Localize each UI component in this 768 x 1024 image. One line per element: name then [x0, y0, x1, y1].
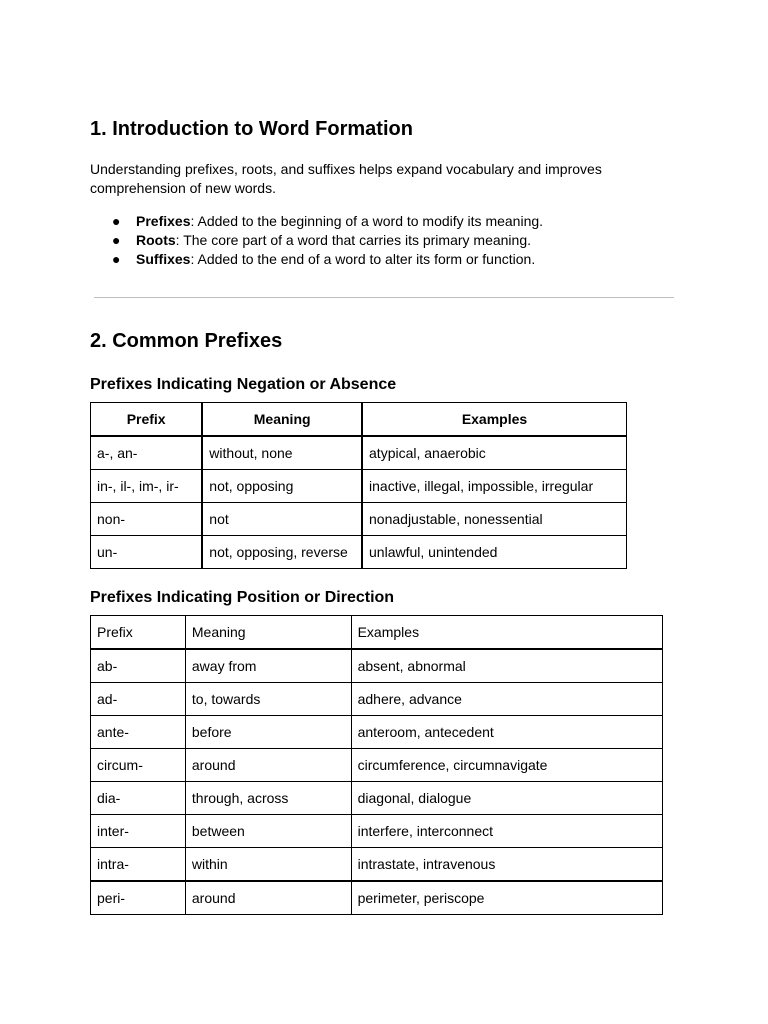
- bullet-text: : Added to the end of a word to alter its form or function.: [190, 251, 536, 267]
- bullet-dot-icon: ●: [112, 213, 121, 229]
- column-header-meaning: Meaning: [202, 403, 362, 437]
- bullet-term: Prefixes: [136, 213, 191, 229]
- bullet-text: : Added to the beginning of a word to modify its meaning.: [190, 213, 544, 229]
- meaning-cell: before: [185, 716, 351, 749]
- table-row: [91, 749, 663, 782]
- prefix-cell: inter-: [91, 815, 186, 848]
- column-header-examples: Examples: [351, 616, 662, 650]
- word-part-bullet-list: [90, 212, 543, 269]
- bullet-dot-icon: ●: [112, 232, 121, 248]
- table-row: [91, 536, 627, 569]
- column-header-meaning: Meaning: [185, 616, 351, 650]
- examples-cell: circumference, circumnavigate: [351, 749, 662, 782]
- table-row: [91, 782, 663, 815]
- examples-cell: interfere, interconnect: [351, 815, 662, 848]
- meaning-cell: away from: [185, 649, 351, 683]
- examples-cell: unlawful, unintended: [362, 536, 626, 569]
- prefix-cell: intra-: [91, 848, 186, 882]
- intro-paragraph: Understanding prefixes, roots, and suffixes helps expand vocabulary and improves comprehension of new words.: [90, 161, 602, 196]
- examples-cell: perimeter, periscope: [351, 881, 662, 915]
- table-header-row: [91, 616, 663, 650]
- examples-cell: diagonal, dialogue: [351, 782, 662, 815]
- table-row: [91, 649, 663, 683]
- examples-cell: adhere, advance: [351, 683, 662, 716]
- table-row: [91, 716, 663, 749]
- table-row: [91, 815, 663, 848]
- subheading-position-prefixes: Prefixes Indicating Position or Direction: [90, 589, 395, 606]
- negation-prefix-table: [90, 402, 627, 569]
- bullet-item-prefixes: [90, 212, 543, 231]
- meaning-cell: without, none: [202, 436, 362, 470]
- table-header-row: [91, 403, 627, 437]
- column-header-prefix: Prefix: [91, 403, 203, 437]
- bullet-item-suffixes: [90, 250, 543, 269]
- bullet-text: : The core part of a word that carries its primary meaning.: [175, 232, 532, 248]
- meaning-cell: not, opposing, reverse: [202, 536, 362, 569]
- meaning-cell: around: [185, 749, 351, 782]
- position-prefix-table: [90, 615, 663, 915]
- prefix-cell: a-, an-: [91, 436, 203, 470]
- examples-cell: nonadjustable, nonessential: [362, 503, 626, 536]
- prefix-cell: ab-: [91, 649, 186, 683]
- examples-cell: anteroom, antecedent: [351, 716, 662, 749]
- prefix-cell: in-, il-, im-, ir-: [91, 470, 203, 503]
- section-heading-introduction: 1. Introduction to Word Formation: [90, 118, 413, 140]
- prefix-cell: ad-: [91, 683, 186, 716]
- column-header-prefix: Prefix: [91, 616, 186, 650]
- prefix-cell: ante-: [91, 716, 186, 749]
- examples-cell: intrastate, intravenous: [351, 848, 662, 882]
- prefix-cell: dia-: [91, 782, 186, 815]
- table-row: [91, 881, 663, 915]
- bullet-term: Roots: [136, 232, 176, 248]
- examples-cell: inactive, illegal, impossible, irregular: [362, 470, 626, 503]
- bullet-term: Suffixes: [136, 251, 191, 267]
- bullet-item-roots: [90, 231, 543, 250]
- examples-cell: absent, abnormal: [351, 649, 662, 683]
- meaning-cell: not: [202, 503, 362, 536]
- bullet-dot-icon: ●: [112, 251, 121, 267]
- column-header-examples: Examples: [362, 403, 626, 437]
- horizontal-divider: [94, 297, 674, 298]
- table-row: [91, 683, 663, 716]
- prefix-cell: peri-: [91, 881, 186, 915]
- prefix-cell: un-: [91, 536, 203, 569]
- meaning-cell: within: [185, 848, 351, 882]
- table-row: [91, 436, 627, 470]
- meaning-cell: around: [185, 881, 351, 915]
- meaning-cell: through, across: [185, 782, 351, 815]
- table-row: [91, 848, 663, 882]
- prefix-cell: circum-: [91, 749, 186, 782]
- table-row: [91, 503, 627, 536]
- examples-cell: atypical, anaerobic: [362, 436, 626, 470]
- subheading-negation-prefixes: Prefixes Indicating Negation or Absence: [90, 376, 397, 393]
- meaning-cell: between: [185, 815, 351, 848]
- meaning-cell: not, opposing: [202, 470, 362, 503]
- meaning-cell: to, towards: [185, 683, 351, 716]
- prefix-cell: non-: [91, 503, 203, 536]
- section-heading-common-prefixes: 2. Common Prefixes: [90, 330, 283, 352]
- table-row: [91, 470, 627, 503]
